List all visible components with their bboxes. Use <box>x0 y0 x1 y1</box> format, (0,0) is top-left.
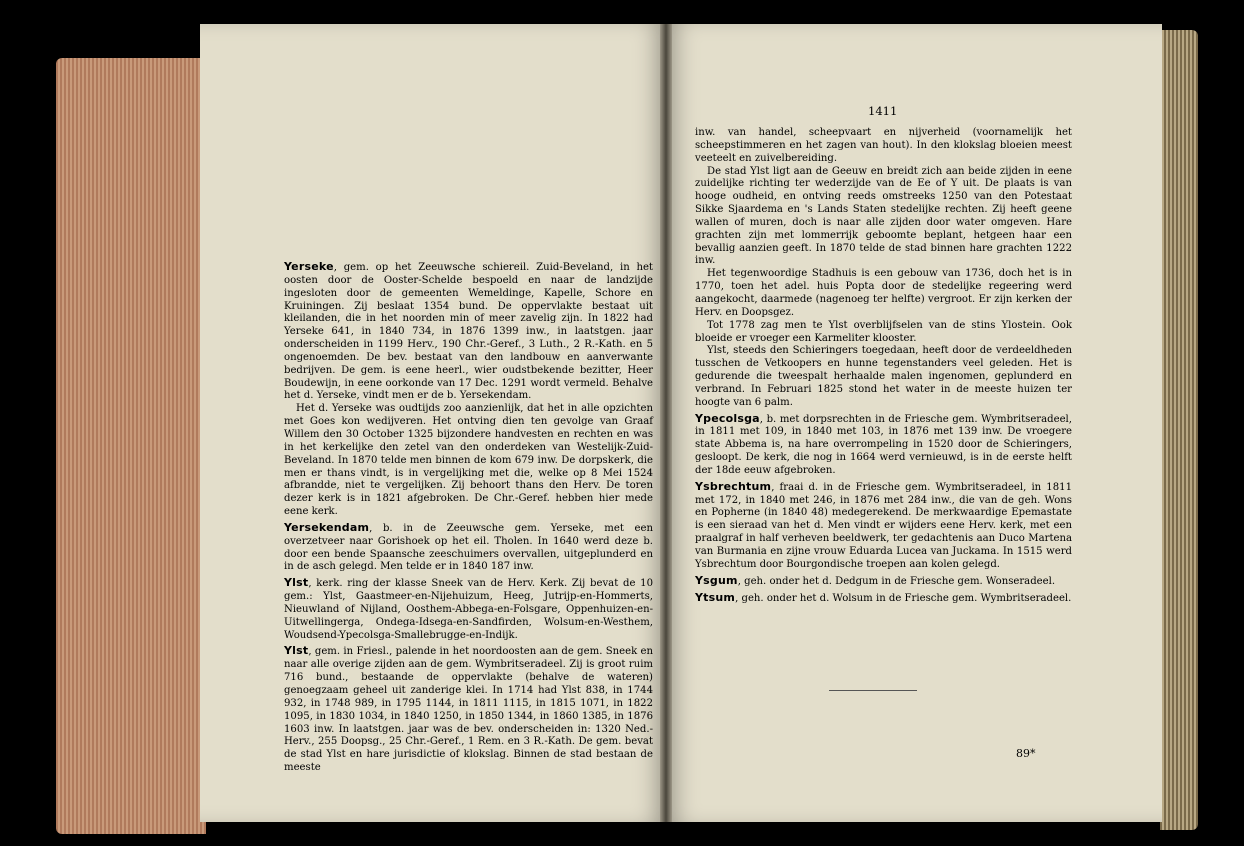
entry-text: , b. met dorpsrechten in de Friesche gem. Wymbritseradeel, in 1811 met 109, in 1840 met 103, in 1876 met 139 inw. De vroegere state Abbema is, na hare overrompeling in 1520 door de Schieringers, gesloopt. De kerk, die nog in 1664 werd vernieuwd, is in de eerste helft der 18de eeuw afgebroken. <box>695 413 1072 476</box>
entry <box>284 522 653 574</box>
right-column <box>695 127 1072 605</box>
entry-text: Het tegenwoordige Stadhuis is een gebouw van 1736, doch het is in 1770, toen het adel. huis Popta door de stedelijke regeering werd aangekocht, daarmede (nagenoeg ter helfte) vergroot. Er zijn kerken der Herv. en Doopsgez. <box>695 268 1072 318</box>
headword: Yersekendam <box>284 520 370 534</box>
paragraph <box>695 345 1072 409</box>
paragraph <box>695 127 1072 166</box>
entry <box>695 592 1072 606</box>
entry-text: , kerk. ring der klasse Sneek van de Herv. Kerk. Zij bevat de 10 gem.: Ylst, Gaastmeer-en-Nijehuizum, Heeg, Jutrijp-en-Hommerts, Nieuwland of Nijland, Oosthem-Abbega-en-Folsgare, Oppenhuizen-en-Uitwellingerga, Ondega-Idsega-en-Sandfirden, Wolsum-en-Westhem, Woudsend-Ypecolsga-Smallebrugge-en-Indijk. <box>284 578 653 641</box>
headword: Ytsum <box>695 590 736 604</box>
entry-text: De stad Ylst ligt aan de Geeuw en breidt zich aan beide zijden in eene zuidelijke richting ter wederzijde van de Ee of Y uit. De plaats is van hooge oudheid, en ontving reeds omstreeks 1250 van den Potestaat Sikke Sjaardema en 's Lands Staten stedelijke rechten. Zij heeft geene wallen of muren, doch is naar alle zijden door water omgeven. Hare grachten zijn met lommerrijk geboomte beplant, hetgeen haar een bevallig aanzien geeft. In 1870 telde de stad binnen hare grachten 1222 inw. <box>695 165 1072 267</box>
headword: Ypecolsga <box>695 411 760 425</box>
entry <box>284 577 653 642</box>
entry <box>284 261 653 403</box>
entry <box>695 575 1072 589</box>
paragraph <box>695 166 1072 269</box>
headword: Ysgum <box>695 573 738 587</box>
signature-mark: 89* <box>1016 747 1036 760</box>
paragraph <box>695 320 1072 346</box>
book-gutter <box>660 24 672 822</box>
headword: Ylst <box>284 576 309 590</box>
entry-text: , b. in de Zeeuwsche gem. Yerseke, met een overzetveer naar Gorishoek op het eil. Tholen. In 1640 werd deze b. door een bende Spaansche zeeschuimers overvallen, uitgeplunderd en in de asch gelegd. Men telde er in 1840 187 inw. <box>284 522 653 573</box>
entry-text: , geh. onder het d. Dedgum in de Friesche gem. Wonseradeel. <box>737 575 1056 587</box>
page-edges-left <box>56 58 206 834</box>
entry-text: , fraai d. in de Friesche gem. Wymbritseradeel, in 1811 met 172, in 1840 met 246, in 1876 met 284 inw., die van de geh. Wons en Popherne (in 1840 48) medegerekend. De merkwaardige Epemastate is een sieraad van het d. Men vindt er wijders eene Herv. kerk, met een praalgraf in half verheven beeldwerk, ter gedachtenis aan Duco Martena van Burmania en zijne vrouw Eduarda Lucea van Juckama. In 1515 werd Ysbrechtum door Bourgondische troepen aan kolen gelegd. <box>695 481 1072 570</box>
entry-text: , geh. onder het d. Wolsum in de Friesche gem. Wymbritseradeel. <box>735 592 1072 604</box>
headword: Yerseke <box>284 260 334 273</box>
entry-text: inw. van handel, scheepvaart en nijverheid (voornamelijk het scheepstimmeren en het zagen van hout). In den klokslag bloeien meest veeteelt en zuivelbereiding. <box>695 127 1072 164</box>
entry <box>695 481 1072 572</box>
entry-text: Ylst, steeds den Schieringers toegedaan, heeft door de verdeeldheden tusschen de Vetkoopers en hunne tegenstanders veel geleden. Het is gedurende die tweespalt herhaalde malen ingenomen, geplunderd en verbrand. In Februari 1825 stond het water in de meeste huizen ter hoogte van 6 palm. <box>695 345 1072 408</box>
left-column <box>284 258 653 775</box>
entry-text: Tot 1778 zag men te Ylst overblijfselen van de stins Ylostein. Ook bloeide er vroeger een Karmeliter klooster. <box>695 319 1072 344</box>
entry-text: , gem. in Friesl., palende in het noordoosten aan de gem. Sneek en naar alle overige zijden aan de gem. Wymbritseradeel. Zij is groot ruim 716 bund., bestaande de oppervlakte (behalve de wateren) genoegzaam geheel uit zanderige klei. In 1714 had Ylst 838, in 1744 932, in 1748 989, in 1795 1144, in 1811 1115, in 1815 1071, in 1822 1095, in 1830 1034, in 1840 1250, in 1850 1344, in 1860 1385, in 1876 1603 inw. In laatstgen. jaar was de bev. onderscheiden in: 1320 Ned.-Herv., 255 Doopsg., 25 Chr.-Geref., 1 Rem. en 3 R.-Kath. De gem. bevat de stad Ylst en hare jurisdictie of klokslag. Binnen de stad bestaan de meeste <box>284 646 653 774</box>
page-number: 1411 <box>868 104 898 118</box>
paragraph <box>284 403 653 519</box>
entry <box>284 645 653 774</box>
entry-text: , gem. op het Zeeuwsche schiereil. Zuid-Beveland, in het oosten door de Ooster-Schelde bespoeld en naar de landzijde ingesloten door de gemeenten Wemeldinge, Kapelle, Schore en Kruiningen. Zij beslaat 1354 bund. De oppervlakte bestaat uit kleilanden, die in het noorden min of meer zavelig zijn. In 1822 had Yerseke 641, in 1840 734, in 1876 1399 inw., in laatstgen. jaar onderscheiden in 1199 Herv., 190 Chr.-Geref., 3 Luth., 2 R.-Kath. en 5 ongenoemden. De bev. bestaat van den landbouw en aanverwante bedrijven. De gem. is eene heerl., wier oudstbekende bezitter, Heer Boudewijn, in eene oorkonde van 17 Dec. 1291 wordt vermeld. Behalve het d. Yerseke, vindt men er de b. Yersekendam. <box>284 262 653 402</box>
page-edges-right <box>1160 30 1198 830</box>
section-divider <box>829 690 917 691</box>
entry-text: Het d. Yerseke was oudtijds zoo aanzienlijk, dat het in alle opzichten met Goes kon wedijveren. Het ontving dien ten gevolge van Graaf Willem den 30 October 1325 bijzondere handvesten en rechten en was in het kerkelijke den zetel van den onderdeken van Westelijk-Zuid-Beveland. In 1870 telde men binnen de kom 679 inw. De dorpskerk, die men er thans vindt, is in vergelijking met die, welke op 8 Mei 1524 afbrandde, niet te vergelijken. Zij behoort thans den Herv. De toren dezer kerk is in 1821 afgebroken. De Chr.-Geref. hebben hier mede eene kerk. <box>284 403 653 518</box>
headword: Ysbrechtum <box>695 479 772 493</box>
headword: Ylst <box>284 644 309 658</box>
entry <box>695 413 1072 478</box>
paragraph <box>695 268 1072 319</box>
